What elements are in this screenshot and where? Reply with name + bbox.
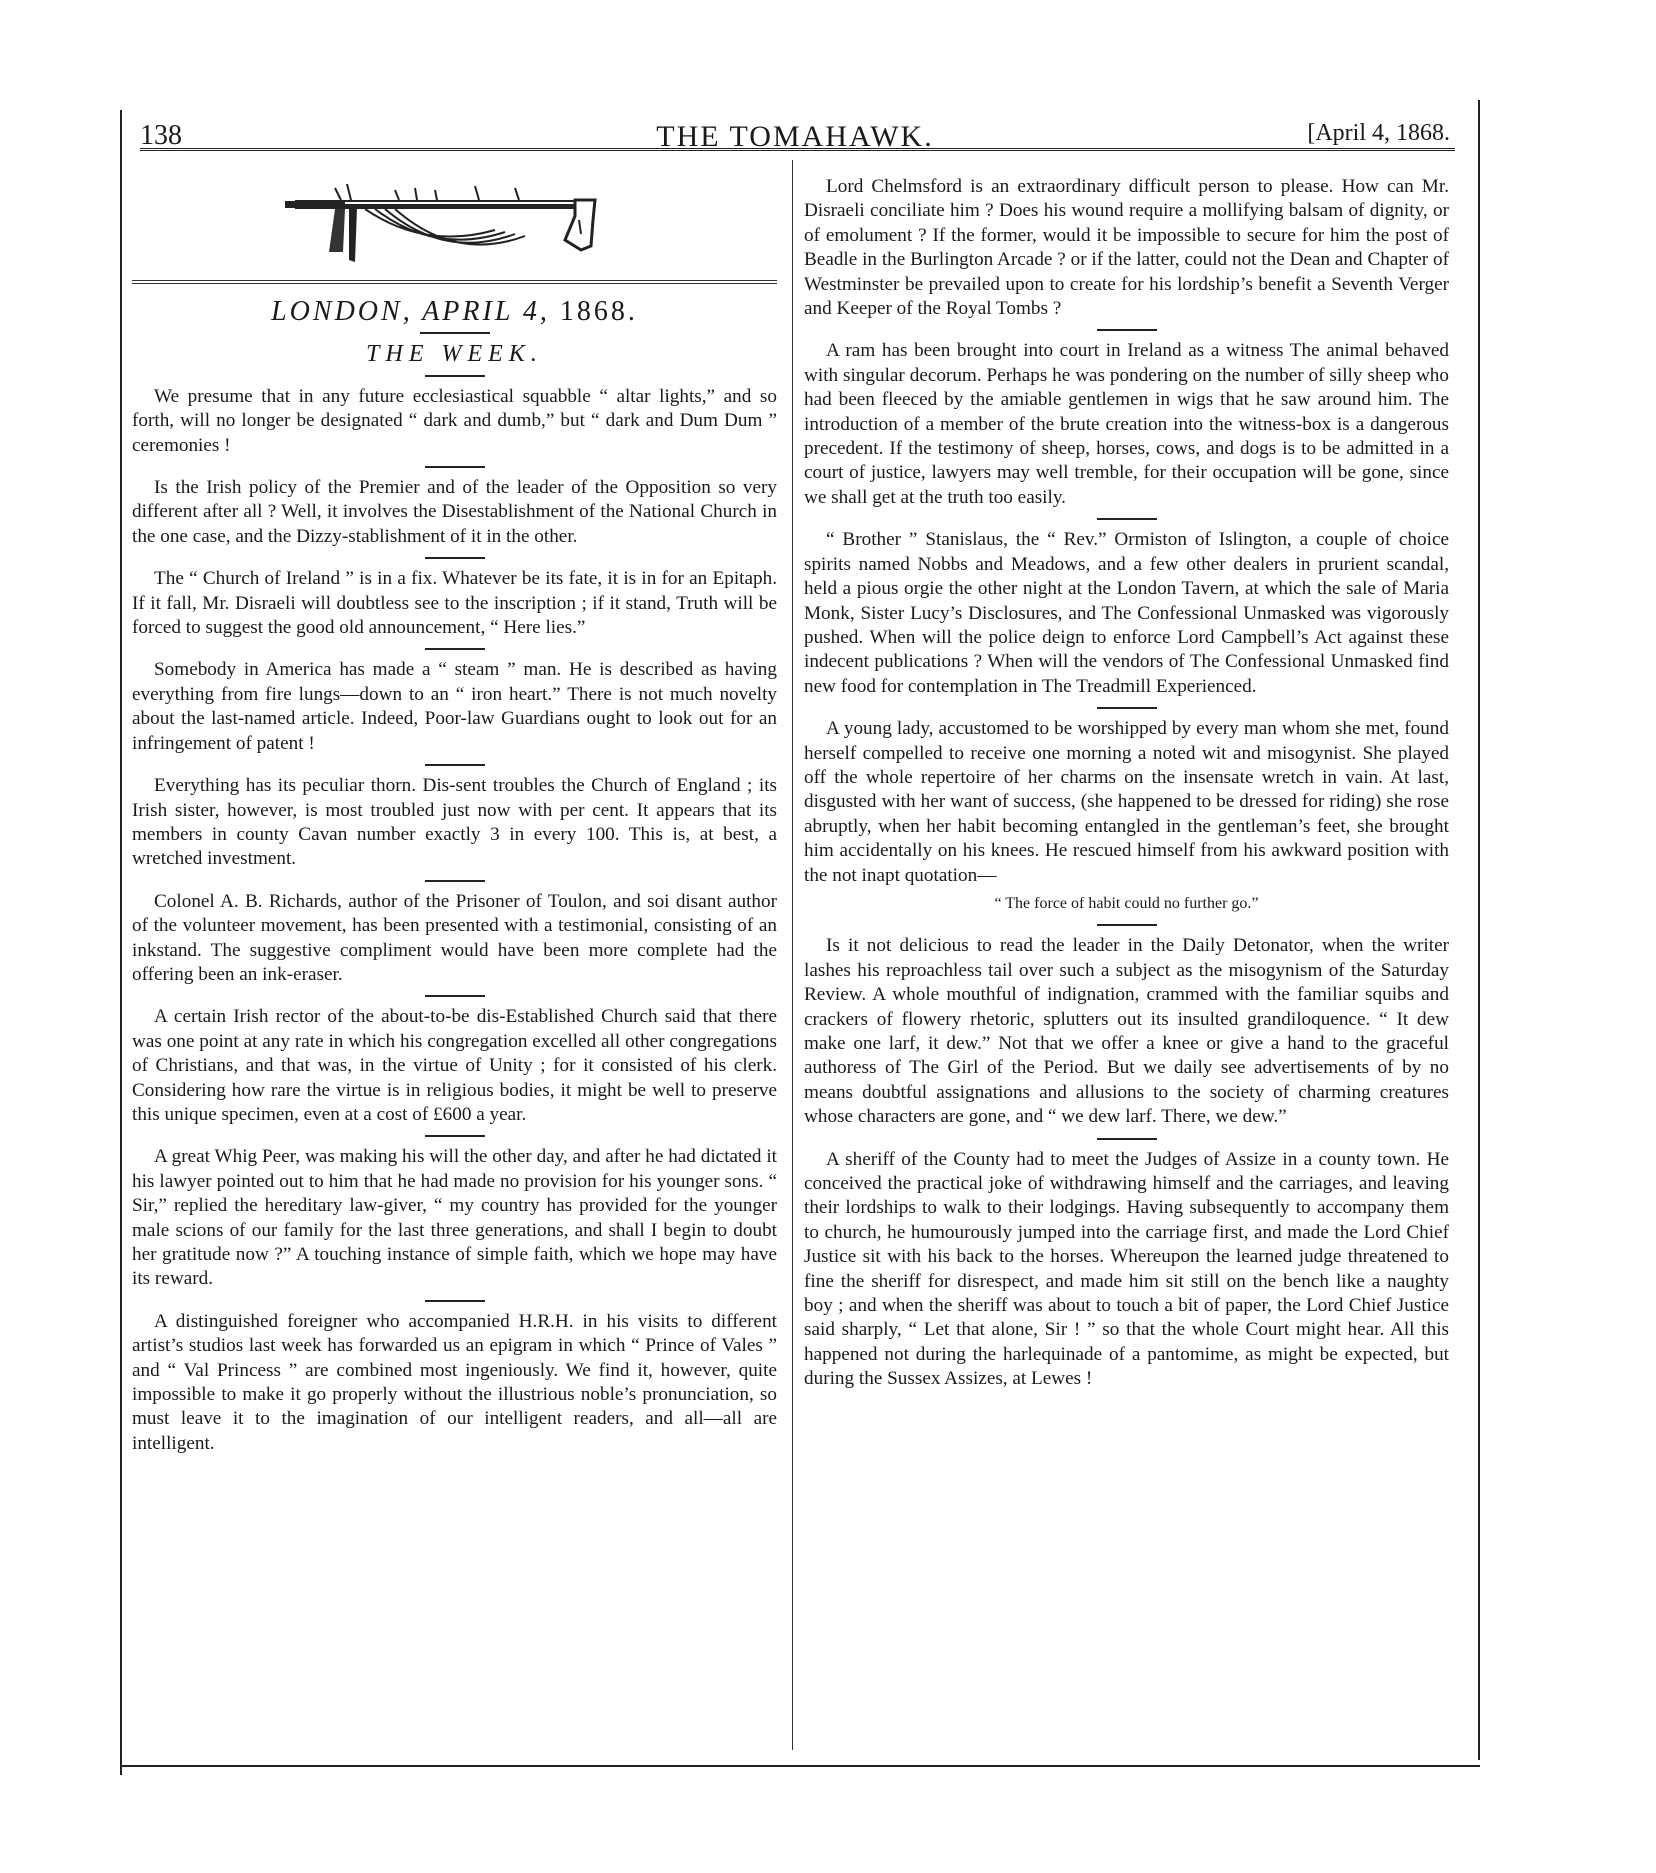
separator xyxy=(425,880,485,882)
paragraph: A ram has been brought into court in Ireland as a witness The animal behaved with singular decorum. Perhaps he was pondering on the number of silly sheep who had been fleeced by the amiable gentlemen in wigs that he saw around him. The introduction of a member of the brute creation into the witness-box is a dangerous precedent. If the testimony of sheep, horses, cows, and dogs is to be admitted in a court of justice, lawyers may well tremble, for their occupation will be gone, since we shall get at the truth too easily. xyxy=(804,340,1449,508)
left-column xyxy=(132,170,777,1460)
right-column xyxy=(804,175,1449,1396)
separator xyxy=(425,764,485,766)
dateline-text: LONDON, APRIL 4, xyxy=(271,296,550,327)
separator xyxy=(1097,518,1157,520)
separator xyxy=(425,1300,485,1302)
masthead-rule xyxy=(132,280,777,284)
dateline-year: 1868. xyxy=(559,296,638,327)
separator xyxy=(425,375,485,377)
issue-date: [April 4, 1868. xyxy=(1307,120,1450,146)
paragraph: We presume that in any future ecclesiastical squabble “ altar lights,” and so forth, will no longer be designated “ dark and dumb,” but “ dark and Dum Dum ” ceremonies ! xyxy=(132,385,777,456)
section-title: THE WEEK. xyxy=(366,341,543,368)
page-number: 138 xyxy=(140,120,182,151)
paragraph: A distinguished foreigner who accompanied H.R.H. in his visits to different artist’s studios last week has forwarded us an epigram in which “ Prince of Vales ” and “ Val Princess ” are combined most ingeniously. We find it, however, quite impossible to make it go properly without the illustrious noble’s pronunciation, so must leave it to the imagination of our intelligent readers, and all—all are intelligent. xyxy=(132,1310,777,1454)
paragraph: Is it not delicious to read the leader in the Daily Detonator, when the writer lashes his reproachless tail over such a subject as the misogynism of the Saturday Review. A whole mouthful of indignation, crammed with the familiar squibs and crackers of flowery rhetoric, splutters out its insulted grandiloquence. “ It dew make one larf, it dew.” Not that we offer a knee or give a hand to the graceful authoress of The Girl of the Period. But we daily see advertisements of by no means doubtful assignations and allusions to the society of charming creatures whose characters are gone, and “ we dew larf. There, we dew.” xyxy=(804,935,1449,1128)
header-rule xyxy=(140,148,1455,151)
tomahawk-icon xyxy=(275,170,635,270)
paragraph: The “ Church of Ireland ” is in a fix. Whatever be its fate, it is in for an Epitaph. If it fall, Mr. Disraeli will doubtless see to the inscription ; if it stand, Truth will be forced to suggest the good old announcement, “ Here lies.” xyxy=(132,568,777,639)
separator xyxy=(425,1135,485,1137)
paragraph: “ Brother ” Stanislaus, the “ Rev.” Ormiston of Islington, a couple of choice spirits named Nobbs and Meadows, and a few other dealers in prurient scandal, held a pious orgie the other night at the London Tavern, at which the sale of Maria Monk, Sister Lucy’s Disclosures, and The Confessional Unmasked was vigorously pushed. When will the police deign to enforce Lord Campbell’s Act against these indecent publications ? When will the vendors of The Confessional Unmasked find new food for contemplation in The Treadmill Experienced. xyxy=(804,529,1449,697)
page-border-right xyxy=(1478,100,1480,1760)
paragraph: Somebody in America has made a “ steam ” man. He is described as having everything from fire lungs—down to an “ iron heart.” There is not much novelty about the last-named article. Indeed, Poor-law Guardians ought to look out for an infringement of patent ! xyxy=(132,659,777,754)
paragraph: A great Whig Peer, was making his will the other day, and after he had dictated it his lawyer pointed out to him that he had made no provision for his younger sons. “ Sir,” replied the hereditary law-giver, “ my country has provided for the younger male scions of our family for the last three generations, and shall I begin to doubt her gratitude now ?” A touching instance of simple faith, which we hope may have its reward. xyxy=(132,1146,777,1290)
dateline xyxy=(132,296,777,327)
separator xyxy=(425,466,485,468)
separator xyxy=(420,332,490,334)
paragraph: Lord Chelmsford is an extraordinary difficult person to please. How can Mr. Disraeli conciliate him ? Does his wound require a mollifying balsam of dignity, or of emolument ? If the former, would it be impossible to secure for him the post of Beadle in the Burlington Arcade ? or if the latter, could not the Dean and Chapter of Westminster be prevailed upon to create for his lordship’s benefit a Seventh Verger and Keeper of the Royal Tombs ? xyxy=(804,176,1449,320)
separator xyxy=(425,995,485,997)
paragraph: A sheriff of the County had to meet the Judges of Assize in a county town. He conceived the practical joke of withdrawing himself and the carriages, and leaving their lordships to walk to their lodgings. Having subsequently to accompany them to church, he humourously jumped into the carriage first, and made the Lord Chief Justice sit with his back to the horses. Whereupon the learned judge threatened to fine the sheriff for disrespect, and made him sit still on the bench like a naughty boy ; and when the sheriff was about to touch a bit of paper, the Lord Chief Justice said sharply, “ Let that alone, Sir ! ” so that the whole Court might hear. All this happened not during the harlequinade of a pantomime, as might be expected, but during the Sussex Assizes, at Lewes ! xyxy=(804,1148,1449,1390)
paragraph: Is the Irish policy of the Premier and of the leader of the Opposition so very different after all ? Well, it involves the Disestablishment of the National Church in the one case, and the Dizzy-stablishment of it in the other. xyxy=(132,477,777,547)
paragraph: Colonel A. B. Richards, author of the Prisoner of Toulon, and soi disant author of the volunteer movement, has been presented with a testimonial, consisting of an inkstand. The suggestive compliment would have been more complete had the offering been an ink-eraser. xyxy=(132,890,777,985)
page-border-bottom xyxy=(120,1765,1480,1767)
publication-title: THE TOMAHAWK. xyxy=(656,120,934,153)
separator xyxy=(1097,329,1157,331)
page-border-left xyxy=(120,110,122,1775)
separator xyxy=(1097,707,1157,709)
paragraph: A young lady, accustomed to be worshipped by every man whom she met, found herself compelled to receive one morning a noted wit and misogynist. She played off the whole repertoire of her charms on the insensate wretch in vain. At last, disgusted with her want of success, (she happened to be dressed for riding) she rose abruptly, when her habit becoming entangled in the gentleman’s feet, she brought him accidentally on his knees. He rescued himself from his awkward position with the not inapt quotation— xyxy=(804,718,1449,886)
running-head xyxy=(140,120,1450,160)
paragraph: A certain Irish rector of the about-to-be dis-Established Church said that there was one point at any rate in which his congregation excelled all other congregations of Christians, and that was, in the virtue of Unity ; for it consisted of his clerk. Considering how rare the virtue is in religious bodies, it might be well to preserve this unique specimen, even at a cost of £600 a year. xyxy=(132,1006,777,1125)
quotation: “ The force of habit could no further go.” xyxy=(994,894,1259,912)
column-divider xyxy=(792,160,793,1750)
newspaper-page xyxy=(120,100,1480,1760)
separator xyxy=(425,648,485,650)
separator xyxy=(425,557,485,559)
paragraph: Everything has its peculiar thorn. Dis-sent troubles the Church of England ; its Irish sister, however, is most troubled just now with per cent. It appears that its members in county Cavan number exactly 3 in every 100. This is, at best, a wretched investment. xyxy=(132,775,777,870)
separator xyxy=(1097,1138,1157,1140)
separator xyxy=(1097,924,1157,926)
